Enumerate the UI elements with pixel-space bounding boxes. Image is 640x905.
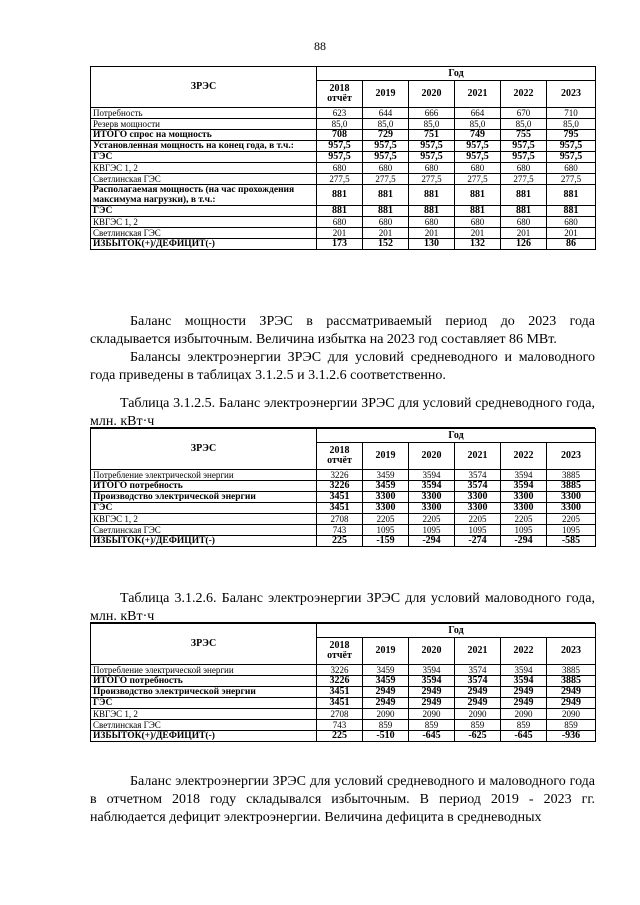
cell-value: 3594 [501,676,547,687]
cell-value: 3300 [455,503,501,514]
cell-value: 881 [317,206,363,217]
cell-value: 1095 [547,525,596,536]
cell-value: 881 [547,206,596,217]
cell-value: 680 [455,163,501,174]
year-header: 2018 отчёт [317,81,363,108]
cell-value: 2949 [547,687,596,698]
cell-value: 3885 [547,470,596,481]
table-row [91,676,596,687]
table-row [91,481,596,492]
cell-value: 3885 [547,481,596,492]
cell-value: 859 [409,720,455,731]
cell-value: 277,5 [455,174,501,185]
cell-value: 957,5 [363,152,409,163]
paragraph-power-surplus: Баланс мощности ЗРЭС в рассматриваемый период до 2023 года складывается избыточным. Величина избытка на 2023 год составляет 86 МВт. [90,314,595,347]
cell-value: 3451 [317,698,363,709]
cell-value: 3574 [455,470,501,481]
cell-value: 201 [501,228,547,239]
cell-value: 2708 [317,514,363,525]
cell-value: 2205 [455,514,501,525]
cell-value: 680 [409,217,455,228]
cell-value: 2949 [547,698,596,709]
row-label: Светлинская ГЭС [91,525,317,536]
year-header: 2018 отчёт [317,638,363,665]
cell-value: 3459 [363,676,409,687]
table-row [91,536,596,547]
cell-value: -936 [547,731,596,742]
cell-value: 680 [363,217,409,228]
cell-value: 126 [501,239,547,250]
cell-value: 881 [409,206,455,217]
cell-value: 1095 [455,525,501,536]
cell-value: 3574 [455,481,501,492]
cell-value: 680 [501,163,547,174]
table-row [91,217,596,228]
table-row [91,239,596,250]
cell-value: 623 [317,108,363,119]
table-row [91,665,596,676]
cell-value: 2205 [363,514,409,525]
cell-value: 3300 [363,492,409,503]
row-label: ГЭС [91,152,317,163]
cell-value: 2949 [501,687,547,698]
year-header: 2018 отчёт [317,443,363,470]
cell-value: 152 [363,239,409,250]
row-label: Производство электрической энергии [91,492,317,503]
cell-value: -294 [501,536,547,547]
cell-value: 201 [363,228,409,239]
cell-value: 277,5 [317,174,363,185]
row-label: Потребление электрической энергии [91,470,317,481]
row-header: ЗРЭС [91,67,317,108]
cell-value: 3300 [501,503,547,514]
cell-value: 3300 [363,503,409,514]
table-row [91,720,596,731]
row-label: Потребление электрической энергии [91,665,317,676]
cell-value: 881 [455,206,501,217]
cell-value: 881 [501,185,547,206]
cell-value: 680 [409,163,455,174]
cell-value: 3300 [409,492,455,503]
cell-value: 881 [501,206,547,217]
year-header: 2021 [455,443,501,470]
cell-value: 881 [363,206,409,217]
cell-value: 3226 [317,481,363,492]
table-row [91,163,596,174]
cell-value: 859 [547,720,596,731]
cell-value: -274 [455,536,501,547]
cell-value: 3594 [409,470,455,481]
cell-value: 3594 [409,481,455,492]
row-header: ЗРЭС [91,429,317,470]
row-label: ИЗБЫТОК(+)/ДЕФИЦИТ(-) [91,731,317,742]
year-header: 2021 [455,638,501,665]
cell-value: 1095 [501,525,547,536]
year-header: 2020 [409,443,455,470]
cell-value: 957,5 [501,141,547,152]
cell-value: 201 [547,228,596,239]
row-label: КВГЭС 1, 2 [91,163,317,174]
cell-value: 680 [501,217,547,228]
cell-value: 957,5 [363,141,409,152]
year-header: 2019 [363,443,409,470]
row-label: Светлинская ГЭС [91,228,317,239]
cell-value: 881 [317,185,363,206]
table-row [91,470,596,481]
row-label: ИТОГО потребность [91,676,317,687]
cell-value: 85,0 [501,119,547,130]
cell-value: 749 [455,130,501,141]
table-row [91,698,596,709]
cell-value: 957,5 [317,141,363,152]
table-row [91,119,596,130]
cell-value: 3594 [501,665,547,676]
cell-value: 201 [455,228,501,239]
row-label: ИТОГО потребность [91,481,317,492]
cell-value: 795 [547,130,596,141]
table-row [91,731,596,742]
cell-value: 3226 [317,676,363,687]
cell-value: 277,5 [547,174,596,185]
cell-value: 680 [363,163,409,174]
table-caption-3-1-2-5: Таблица 3.1.2.5. Баланс электроэнергии ЗРЭС для условий средневодного года, млн. кВт·ч [90,396,595,429]
row-label: ИЗБЫТОК(+)/ДЕФИЦИТ(-) [91,536,317,547]
page-number: 88 [314,39,326,53]
cell-value: 957,5 [317,152,363,163]
cell-value: 2205 [409,514,455,525]
cell-value: 85,0 [409,119,455,130]
table-row [91,174,596,185]
cell-value: 86 [547,239,596,250]
row-label: Производство электрической энергии [91,687,317,698]
table-row [91,152,596,163]
cell-value: 1095 [409,525,455,536]
cell-value: -645 [501,731,547,742]
row-label: Светлинская ГЭС [91,720,317,731]
cell-value: 664 [455,108,501,119]
table-row [91,108,596,119]
cell-value: 743 [317,720,363,731]
cell-value: 957,5 [547,152,596,163]
cell-value: 173 [317,239,363,250]
year-header: 2021 [455,81,501,108]
cell-value: 3451 [317,492,363,503]
cell-value: 680 [455,217,501,228]
row-label: ГЭС [91,206,317,217]
cell-value: 3574 [455,665,501,676]
paragraph-tables-reference: Балансы электроэнергии ЗРЭС для условий средневодного и маловодного года приведены в таблицах 3.1.2.5 и 3.1.2.6 соответственно. [90,350,595,383]
cell-value: 2949 [363,698,409,709]
cell-value: -510 [363,731,409,742]
cell-value: 743 [317,525,363,536]
year-header: 2023 [547,81,596,108]
cell-value: 201 [317,228,363,239]
cell-value: 881 [409,185,455,206]
cell-value: 859 [363,720,409,731]
row-label: ГЭС [91,503,317,514]
cell-value: 708 [317,130,363,141]
cell-value: 2090 [363,709,409,720]
cell-value: 130 [409,239,455,250]
table-row [91,228,596,239]
cell-value: 277,5 [363,174,409,185]
row-label: Располагаемая мощность (на час прохождения максимума нагрузки), в т.ч.: [91,185,317,206]
year-header: 2022 [501,443,547,470]
cell-value: 3300 [409,503,455,514]
row-label: КВГЭС 1, 2 [91,514,317,525]
row-label: Светлинская ГЭС [91,174,317,185]
paragraph-energy-deficit: Баланс электроэнергии ЗРЭС для условий средневодного и маловодного года в отчетном 2018 году складывался избыточным. В период 2019 - 2023 гг. наблюдается дефицит электроэнергии. Величина дефицита в средневодных [90,774,595,825]
cell-value: 3594 [409,665,455,676]
cell-value: 3300 [547,503,596,514]
year-header: 2019 [363,638,409,665]
year-header: 2020 [409,81,455,108]
table-row [91,185,596,206]
cell-value: 881 [363,185,409,206]
cell-value: 2708 [317,709,363,720]
cell-value: 3885 [547,665,596,676]
cell-value: 2205 [501,514,547,525]
table-row [91,514,596,525]
cell-value: -625 [455,731,501,742]
cell-value: 225 [317,731,363,742]
cell-value: 225 [317,536,363,547]
row-label: Резерв мощности [91,119,317,130]
cell-value: 2949 [455,687,501,698]
cell-value: 957,5 [455,141,501,152]
cell-value: 957,5 [547,141,596,152]
table-row [91,503,596,514]
cell-value: 85,0 [455,119,501,130]
year-header: 2023 [547,443,596,470]
cell-value: 755 [501,130,547,141]
cell-value: 680 [547,163,596,174]
cell-value: 3459 [363,470,409,481]
year-group-header: Год [317,624,596,638]
cell-value: 85,0 [317,119,363,130]
cell-value: 3300 [501,492,547,503]
cell-value: 859 [455,720,501,731]
cell-value: 3885 [547,676,596,687]
row-label: Потребность [91,108,317,119]
cell-value: 3451 [317,503,363,514]
cell-value: 729 [363,130,409,141]
table-row [91,709,596,720]
cell-value: 3594 [501,481,547,492]
cell-value: 132 [455,239,501,250]
table-row [91,141,596,152]
year-group-header: Год [317,429,596,443]
cell-value: 957,5 [409,152,455,163]
energy-balance-medium-water-table [90,428,596,547]
year-header: 2022 [501,638,547,665]
cell-value: 644 [363,108,409,119]
cell-value: 277,5 [409,174,455,185]
cell-value: 2949 [455,698,501,709]
cell-value: 751 [409,130,455,141]
cell-value: 3594 [409,676,455,687]
year-header: 2022 [501,81,547,108]
cell-value: 2949 [363,687,409,698]
row-label: КВГЭС 1, 2 [91,709,317,720]
cell-value: -645 [409,731,455,742]
cell-value: 1095 [363,525,409,536]
cell-value: 680 [547,217,596,228]
cell-value: 85,0 [363,119,409,130]
cell-value: 881 [547,185,596,206]
cell-value: 680 [317,163,363,174]
cell-value: 710 [547,108,596,119]
cell-value: -159 [363,536,409,547]
cell-value: 3459 [363,665,409,676]
cell-value: 670 [501,108,547,119]
table-row [91,206,596,217]
cell-value: 680 [317,217,363,228]
cell-value: 277,5 [501,174,547,185]
table-row [91,130,596,141]
row-label: ГЭС [91,698,317,709]
year-header: 2020 [409,638,455,665]
row-label: КВГЭС 1, 2 [91,217,317,228]
cell-value: 3300 [455,492,501,503]
cell-value: 3459 [363,481,409,492]
cell-value: -294 [409,536,455,547]
cell-value: 3574 [455,676,501,687]
table-row [91,492,596,503]
cell-value: 2090 [409,709,455,720]
cell-value: 2090 [547,709,596,720]
table-row [91,525,596,536]
table-caption-3-1-2-6: Таблица 3.1.2.6. Баланс электроэнергии ЗРЭС для условий маловодного года, млн. кВт·ч [90,591,595,624]
cell-value: 3300 [547,492,596,503]
cell-value: 3226 [317,665,363,676]
row-label: ИЗБЫТОК(+)/ДЕФИЦИТ(-) [91,239,317,250]
cell-value: 3451 [317,687,363,698]
cell-value: -585 [547,536,596,547]
cell-value: 2090 [455,709,501,720]
cell-value: 957,5 [409,141,455,152]
row-label: Установленная мощность на конец года, в т.ч.: [91,141,317,152]
cell-value: 201 [409,228,455,239]
cell-value: 2949 [501,698,547,709]
row-header: ЗРЭС [91,624,317,665]
cell-value: 3226 [317,470,363,481]
cell-value: 881 [455,185,501,206]
cell-value: 859 [501,720,547,731]
year-group-header: Год [317,67,596,81]
year-header: 2023 [547,638,596,665]
cell-value: 2949 [409,687,455,698]
energy-balance-low-water-table [90,623,596,742]
cell-value: 85,0 [547,119,596,130]
power-balance-table [90,66,596,250]
year-header: 2019 [363,81,409,108]
cell-value: 2090 [501,709,547,720]
cell-value: 957,5 [455,152,501,163]
table-row [91,687,596,698]
cell-value: 957,5 [501,152,547,163]
row-label: ИТОГО спрос на мощность [91,130,317,141]
cell-value: 2949 [409,698,455,709]
cell-value: 2205 [547,514,596,525]
cell-value: 3594 [501,470,547,481]
cell-value: 666 [409,108,455,119]
